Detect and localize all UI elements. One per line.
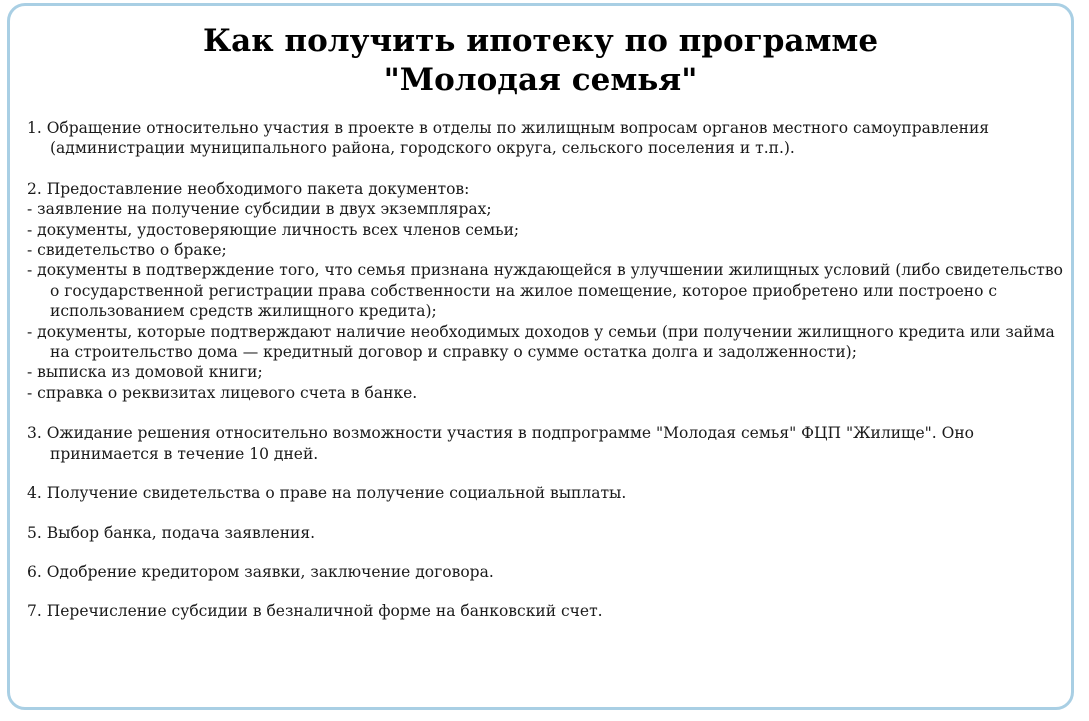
document-frame [7,3,1074,710]
document-item: - справка о реквизитах лицевого счета в банке. [27,383,418,402]
document-item: - документы, удостоверяющие личность всех членов семьи; [27,220,520,239]
title-line-2: "Молодая семья" [383,62,698,98]
step-3: 3. Ожидание решения относительно возможности участия в подпрограмме "Молодая семья" ФЦП "Жилище". Оно принимается в течение 10 дней. [27,424,974,463]
document-item: - заявление на получение субсидии в двух экземплярах; [27,200,492,219]
step-4: 4. Получение свидетельства о праве на получение социальной выплаты. [27,484,627,503]
document-item: - документы в подтверждение того, что семья признана нуждающейся в улучшении жилищных условий (либо свидетельство о государственной регистрации права собственности на жилое помещение, которое приобретено или построено с использованием средств жилищного кредита); [27,261,1063,321]
document-item: - свидетельство о браке; [27,241,227,260]
step-6: 6. Одобрение кредитором заявки, заключение договора. [27,562,494,581]
document-item: - документы, которые подтверждают наличие необходимых доходов у семьи (при получении жилищного кредита или займа на строительство дома — кредитный договор и справку о сумме остатка долга и задолженности); [27,322,1055,362]
steps-list [27,118,1067,622]
title-line-1: Как получить ипотеку по программе [202,23,879,59]
step-2: 2. Предоставление необходимого пакета документов: [27,179,470,198]
step-1: 1. Обращение относительно участия в проекте в отделы по жилищным вопросам органов местного самоуправления (администрации муниципального района, городского округа, сельского поселения и т.п.). [27,119,990,158]
step-7: 7. Перечисление субсидии в безналичной форме на банковский счет. [27,602,603,621]
page-title [10,22,1071,100]
step-5: 5. Выбор банка, подача заявления. [27,523,316,542]
document-item: - выписка из домовой книги; [27,363,263,382]
